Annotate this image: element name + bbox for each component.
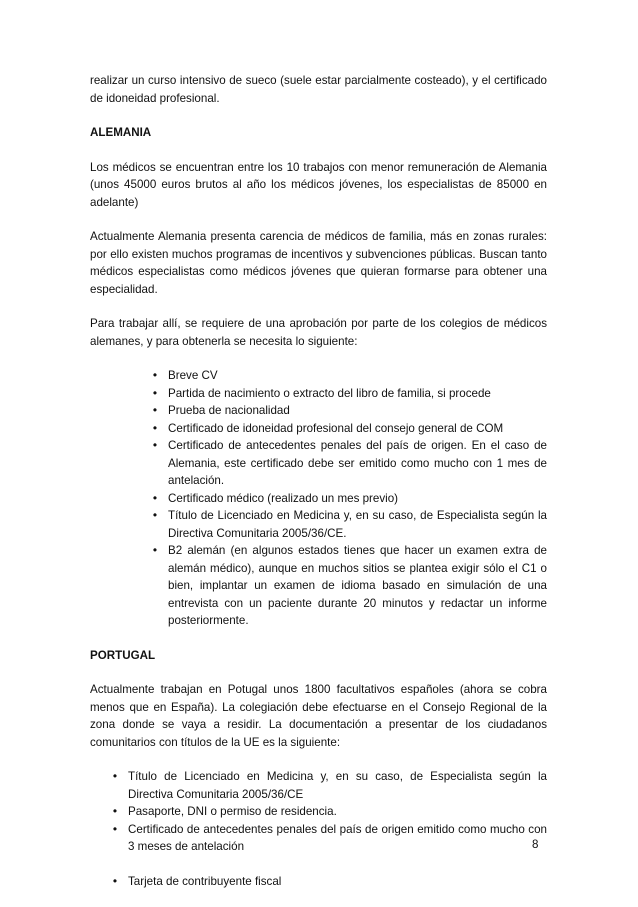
bullet-icon: •: [152, 368, 158, 382]
list-item-text: Título de Licenciado en Medicina y, en su caso, de Especialista según la Directiva Comunitaria 2005/36/CE.: [168, 509, 547, 540]
list-item-text: Prueba de nacionalidad: [168, 404, 290, 417]
bullet-icon: •: [112, 769, 118, 783]
germany-paragraph-requirements-intro: Para trabajar allí, se requiere de una aprobación por parte de los colegios de médicos alemanes, y para obtenerla se necesita lo siguiente:: [90, 317, 547, 348]
page-content: [90, 72, 547, 907]
bullet-icon: •: [112, 804, 118, 818]
bullet-icon: •: [152, 438, 158, 452]
list-item: [108, 803, 547, 821]
bullet-icon: •: [152, 543, 158, 557]
list-item: [148, 507, 547, 542]
list-item: [148, 490, 547, 508]
list-item-text: Certificado de antecedentes penales del país de origen emitido como mucho con 3 meses de antelación: [128, 822, 547, 853]
section-heading-germany: ALEMANIA: [90, 126, 152, 139]
bullet-icon: •: [152, 403, 158, 417]
bullet-icon: •: [152, 420, 158, 435]
bullet-icon: •: [112, 821, 118, 836]
bullet-icon: •: [112, 873, 118, 888]
list-item-text: Certificado de idoneidad profesional del consejo general de COM: [168, 421, 504, 435]
list-item-text: Tarjeta de contribuyente fiscal: [128, 874, 282, 888]
list-item-text: Partida de nacimiento o extracto del libro de familia, si procede: [168, 386, 491, 400]
list-item: [108, 873, 547, 891]
list-item-text: Breve CV: [168, 369, 218, 382]
list-item: [148, 420, 547, 438]
section-heading-portugal: PORTUGAL: [90, 648, 156, 662]
list-item-text: Título de Licenciado en Medicina y, en su caso, de Especialista según la Directiva Comunitaria 2005/36/CE: [128, 770, 547, 801]
portugal-paragraph: Actualmente trabajan en Potugal unos 1800 facultativos españoles (ahora se cobra menos que en España). La colegiación debe efectuarse en el Consejo Regional de la zona donde se vaya a residir. La documentación a presentar de los ciudadanos comunitarios con títulos de la UE es la siguiente:: [90, 683, 547, 749]
portugal-requirements-list: [108, 768, 547, 856]
germany-paragraph-shortage: Actualmente Alemania presenta carencia de médicos de familia, más en zonas rurales: por ello existen muchos programas de incentivos y subvenciones públicas. Buscan tanto médicos especialistas como médicos jóvenes que quieran formarse para obtener una especialidad.: [90, 230, 547, 296]
bullet-icon: •: [152, 490, 158, 505]
portugal-extra-requirement-list: [108, 873, 547, 891]
list-item: [108, 768, 547, 803]
germany-paragraph-salary: Los médicos se encuentran entre los 10 trabajos con menor remuneración de Alemania (unos 45000 euros brutos al año los médicos jóvenes, los especialistas de 85000 en adelante): [90, 160, 547, 209]
intro-paragraph: realizar un curso intensivo de sueco (suele estar parcialmente costeado), y el certificado de idoneidad profesional.: [90, 74, 547, 105]
list-item: [148, 385, 547, 403]
list-item-text: Pasaporte, DNI o permiso de residencia.: [128, 805, 337, 818]
list-item: [148, 542, 547, 630]
list-spacer: [90, 856, 547, 873]
list-item: [148, 437, 547, 490]
list-item-text: Certificado de antecedentes penales del país de origen. En el caso de Alemania, este certificado debe ser emitido como mucho con 1 mes de antelación.: [168, 439, 547, 487]
list-item-text: B2 alemán (en algunos estados tienes que hacer un examen extra de alemán médico), aunque en muchos sitios se plantea exigir sólo el C1 o bien, implantar un examen de idioma basado en simulación de una entrevista con un paciente durante 20 minutos y redactar un informe posteriormente.: [168, 544, 547, 627]
list-item-text: Certificado médico (realizado un mes previo): [168, 491, 399, 505]
list-item: [148, 367, 547, 385]
list-item: [108, 821, 547, 856]
germany-requirements-list: [148, 367, 547, 630]
bullet-icon: •: [152, 508, 158, 522]
bullet-icon: •: [152, 385, 158, 400]
page-number: 8: [532, 838, 539, 851]
list-item: [148, 402, 547, 420]
